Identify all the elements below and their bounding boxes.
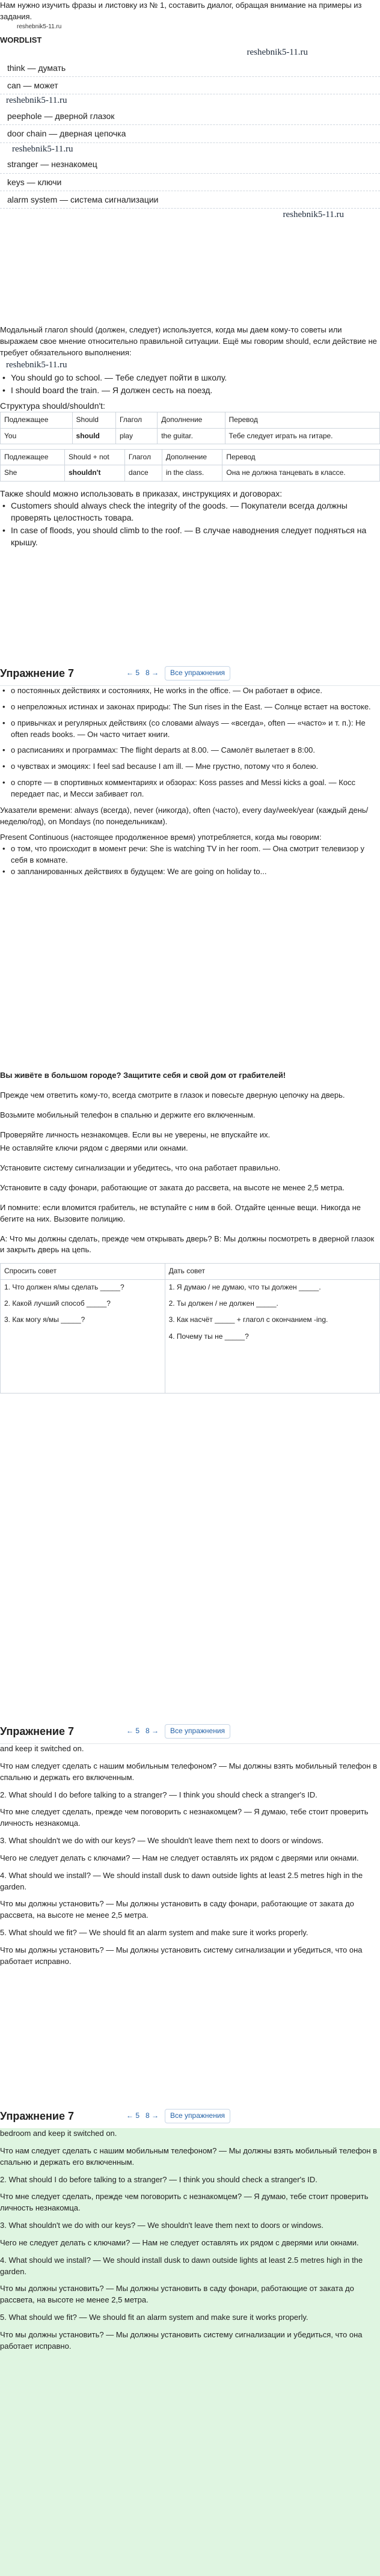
table-header: Подлежащее (1, 412, 73, 428)
next-button[interactable]: 8 → (146, 2111, 159, 2120)
answer-item: Что нам следует сделать с нашим мобильным телефоном? — Мы должны взять мобильный телефон в спальню и держать его включенным. (0, 1761, 378, 1782)
answer-item: 4. What should we install? — We should install dusk to dawn outside lights at least 2.5 metres high in the garden. (0, 2255, 363, 2276)
structure-label: Структура should/shouldn't: (0, 400, 105, 411)
next-button[interactable]: 8 → (146, 1727, 159, 1736)
table-header: Перевод (225, 412, 379, 428)
table-cell: the guitar. (158, 428, 225, 444)
prev-button[interactable]: ← 5 (126, 2111, 140, 2120)
phrase-item: keys — ключи (0, 174, 380, 191)
answers-section (0, 1743, 380, 2104)
qa-text: A: Что мы должны сделать, прежде чем открывать дверь? B: Мы должны посмотреть в дверной глазок и закрыть дверь на цепь. (0, 1234, 375, 1255)
table-header: Should (72, 412, 115, 428)
prev-button[interactable]: ← 5 (126, 1727, 140, 1736)
cont-item: • о запланированных действиях в будущем: We are going on holiday to... (0, 866, 380, 878)
instr-text: Также should можно использовать в приказах, инструкциях и договорах: (0, 488, 283, 498)
answer-item: Что мне следует сделать, прежде чем поговорить с незнакомцем? — Я думаю, тебе стоит проверить личность незнакомца. (0, 2192, 369, 2213)
modal-text: Модальный глагол should (должен, следует) используется, когда мы даем кому-то советы или выражаем свое мнение относительно правильной ситуации. Ещё мы говорим should, если действие не требует обязательного выполнения: (0, 325, 377, 357)
answer-item: 3. What shouldn't we do with our keys? — We shouldn't leave them next to doors or windows. (0, 1836, 323, 1846)
advice-item: 1. Я думаю / не думаю, что ты должен _____. (168, 1282, 321, 1291)
present-item: • о непреложных истинах и законах природы: The Sun rises in the East. — Солнце встает на востоке. (0, 702, 380, 713)
ask-item: 1. Что должен я/мы сделать _____? (4, 1282, 124, 1291)
exercise-controls (126, 666, 230, 680)
tip-item: Проверяйте личность незнакомцев. Если вы не уверены, не впускайте их. (0, 1130, 271, 1139)
watermark: reshebnik5-11.ru (17, 23, 62, 30)
all-exercises-button[interactable]: Все упражнения (165, 666, 230, 680)
answer-item: 2. What should I do before talking to a stranger? — I think you should check a stranger's ID. (0, 2174, 317, 2184)
watermark: reshebnik5-11.ru (247, 47, 308, 58)
table-header: Дополнение (162, 449, 222, 465)
answer-item: Чего не следует делать с ключами? — Нам не следует оставлять их рядом с дверями или окнами. (0, 2238, 359, 2247)
table-cell: in the class. (162, 465, 222, 481)
exercise-bar (0, 2104, 380, 2129)
answer-item: and keep it switched on. (0, 1744, 84, 1753)
answer-item: Что мы должны установить? — Мы должны установить в саду фонари, работающие от заката до рассвета, на высоте не менее 2,5 метра. (0, 1899, 354, 1920)
exercise-title: Упражнение 7 (0, 2109, 74, 2122)
example-item: • I should board the train. — Я должен сесть на поезд. (0, 384, 380, 396)
table-header: Подлежащее (1, 449, 65, 465)
ask-item: 2. Какой лучший способ _____? (4, 1299, 111, 1308)
table-header: Дать совет (165, 1264, 379, 1279)
wordlist-heading: WORDLIST (0, 35, 42, 45)
prev-button[interactable]: ← 5 (126, 668, 140, 678)
table-cell: You (1, 428, 73, 444)
table-header: Глагол (124, 449, 162, 465)
table-header: Спросить совет (1, 1264, 165, 1279)
watermark: reshebnik5-11.ru (12, 144, 73, 154)
answer-item: Что мы должны установить? — Мы должны установить в саду фонари, работающие от заката до рассвета, на высоте не менее 2,5 метра. (0, 2284, 354, 2305)
tip-item: Возьмите мобильный телефон в спальню и держите его включенным. (0, 1110, 256, 1119)
present-section (0, 685, 380, 1070)
answer-item: Что мы должны установить? — Мы должны установить систему сигнализации и убедиться, что она работает исправно. (0, 1945, 363, 1966)
tip-item: И помните: если вломится грабитель, не вступайте с ним в бой. Отдайте ценные вещи. Никогда не бегите на них. Вызовите полицию. (0, 1202, 361, 1223)
table-header: Глагол (115, 412, 157, 428)
phrase-item: think — думать (0, 60, 380, 77)
dialogue-table (0, 1263, 380, 1393)
answer-item: 5. What should we fit? — We should fit an alarm system and make sure it works properly. (0, 1928, 308, 1938)
phrase-item: can — может (0, 77, 380, 94)
exercise-bar (0, 1719, 380, 1744)
watermark: reshebnik5-11.ru (6, 359, 67, 370)
table-cell: play (115, 428, 157, 444)
advice-item: 4. Почему ты не _____? (168, 1332, 249, 1341)
instr-item: • In case of floods, you should climb to the roof. — В случае наводнения следует подняться на крышу. (0, 524, 380, 549)
phrase-item: alarm system — система сигнализации (0, 191, 380, 209)
should-table-positive (0, 412, 380, 444)
should-table-negative (0, 449, 380, 482)
table-cell: Тебе следует играть на гитаре. (225, 428, 379, 444)
answer-item: Что мне следует сделать, прежде чем поговорить с незнакомцем? — Я думаю, тебе стоит проверить личность незнакомца. (0, 1807, 369, 1828)
table-cell: dance (124, 465, 162, 481)
example-item: • You should go to school. — Тебе следует пойти в школу. (0, 372, 380, 384)
tip-item: Установите в саду фонари, работающие от заката до рассвета, на высоте не менее 2,5 метра. (0, 1183, 345, 1193)
table-header: Should + not (64, 449, 124, 465)
answer-item: 4. What should we install? — We should install dusk to dawn outside lights at least 2.5 metres high in the garden. (0, 1870, 363, 1891)
watermark: reshebnik5-11.ru (6, 96, 67, 106)
tips-intro: Вы живёте в большом городе? Защитите себя и свой дом от грабителей! (0, 1071, 286, 1080)
table-header: Перевод (222, 449, 380, 465)
intro-section (0, 0, 380, 325)
phrase-item: door chain — дверная цепочка (0, 125, 380, 142)
answer-item: 5. What should we fit? — We should fit an alarm system and make sure it works properly. (0, 2313, 308, 2322)
exercise-title: Упражнение 7 (0, 667, 74, 679)
grammar-section (0, 325, 380, 661)
table-cell: Она не должна танцевать в классе. (222, 465, 380, 481)
phrase-item: peephole — дверной глазок (0, 108, 380, 125)
intro-text: Нам нужно изучить фразы и листовку из № 1, составить диалог, обращая внимание на примеры из задания. (0, 1, 362, 21)
table-cell: shouldn't (64, 465, 124, 481)
tip-item: Установите систему сигнализации и убедитесь, что она работает правильно. (0, 1163, 281, 1173)
exercise-title: Упражнение 7 (0, 1725, 74, 1737)
tips-section (0, 1070, 380, 1719)
tip-item: Не оставляйте ключи рядом с дверями или окнами. (0, 1143, 188, 1153)
present-item: • о спорте — в спортивных комментариях и обзорах: Koss passes and Messi kicks a goal. — Косс передает пас, и Месси забивает гол. (0, 777, 380, 800)
next-button[interactable]: 8 → (146, 668, 159, 678)
answer-item: 2. What should I do before talking to a stranger? — I think you should check a stranger's ID. (0, 1790, 317, 1799)
cont-item: • о том, что происходит в момент речи: She is watching TV in her room. — Она смотрит телевизор у себя в комнате. (0, 843, 380, 866)
answer-item: Чего не следует делать с ключами? — Нам не следует оставлять их рядом с дверями или окнами. (0, 1853, 359, 1862)
all-exercises-button[interactable]: Все упражнения (165, 2109, 230, 2123)
answer-item: Что мы должны установить? — Мы должны установить систему сигнализации и убедиться, что она работает исправно. (0, 2330, 363, 2351)
table-header: Дополнение (158, 412, 225, 428)
present-item: • о чувствах и эмоциях: I feel sad because I am ill. — Мне грустно, потому что я болею. (0, 761, 380, 772)
table-cell: should (72, 428, 115, 444)
time-indicators: Указатели времени: always (всегда), never (никогда), often (часто), every day/week/year (каждый день/неделю/год), on Mondays (по понедельникам). (0, 805, 369, 826)
table-cell: She (1, 465, 65, 481)
advice-item: 2. Ты должен / не должен _____. (168, 1299, 278, 1308)
instr-item: • Customers should always check the integrity of the goods. — Покупатели всегда должны проверять целостность товара. (0, 500, 380, 524)
advice-item: 3. Как насчёт _____ + глагол с окончанием -ing. (168, 1315, 328, 1324)
exercise-bar (0, 661, 380, 686)
present-item: • о расписаниях и программах: The flight departs at 8.00. — Самолёт вылетает в 8:00. (0, 745, 380, 756)
phrase-item: stranger — незнакомец (0, 156, 380, 173)
answers-section-highlighted (0, 2128, 380, 2576)
answer-item: bedroom and keep it switched on. (0, 2129, 117, 2138)
present-item: • о привычках и регулярных действиях (со словами always — «всегда», often — «часто» и т. п.): He often reads books. — Он часто читает книги. (0, 718, 380, 741)
exercise-controls (126, 2109, 230, 2123)
answer-item: 3. What shouldn't we do with our keys? — We shouldn't leave them next to doors or windows. (0, 2221, 323, 2230)
exercise-controls (126, 1724, 230, 1738)
present-item: • о постоянных действиях и состояниях, Не works in the office. — Он работает в офисе. (0, 685, 380, 697)
all-exercises-button[interactable]: Все упражнения (165, 1724, 230, 1738)
tip-item: Прежде чем ответить кому-то, всегда смотрите в глазок и повесьте дверную цепочку на дверь. (0, 1090, 345, 1100)
answer-item: Что нам следует сделать с нашим мобильным телефоном? — Мы должны взять мобильный телефон в спальню и держать его включенным. (0, 2146, 378, 2167)
continuous-text: Present Continuous (настоящее продолженное время) употребляется, когда мы говорим: (0, 833, 322, 842)
ask-item: 3. Как могу я/мы _____? (4, 1315, 85, 1324)
watermark: reshebnik5-11.ru (283, 210, 344, 220)
